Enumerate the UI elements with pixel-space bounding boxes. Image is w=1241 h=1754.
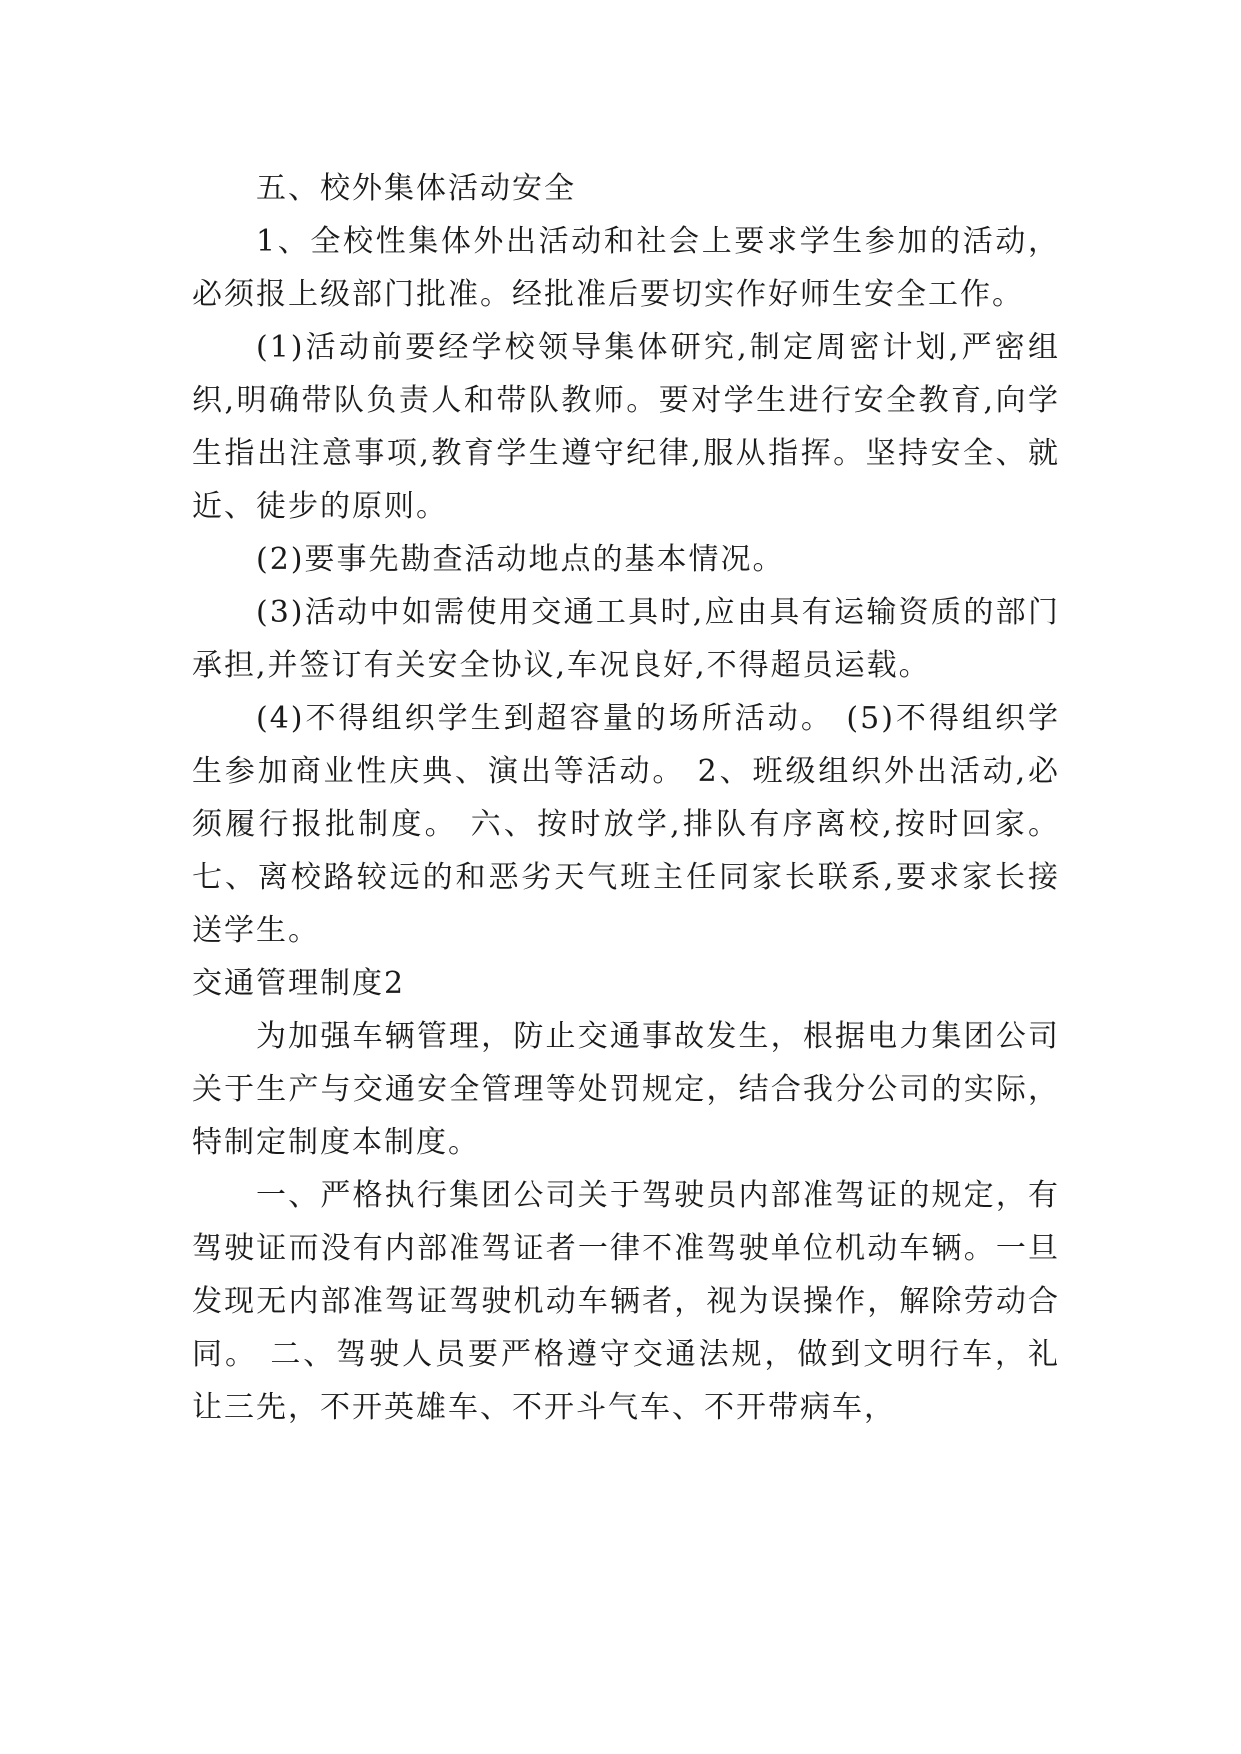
document-body (192, 162, 1060, 1434)
paragraph: (4)不得组织学生到超容量的场所活动。 (5)不得组织学生参加商业性庆典、演出等活动。 2、班级组织外出活动,必须履行报批制度。 六、按时放学,排队有序离校,按时回家。 七、离校路较远的和恶劣天气班主任同家长联系,要求家长接送学生。 (192, 701, 1060, 948)
paragraph: 1、全校性集体外出活动和社会上要求学生参加的活动，必须报上级部门批准。经批准后要切实作好师生安全工作。 (192, 224, 1060, 312)
section-heading: 五、校外集体活动安全 (256, 171, 576, 206)
document-title: 交通管理制度2 (192, 966, 406, 1001)
paragraph: 一、严格执行集团公司关于驾驶员内部准驾证的规定，有驾驶证而没有内部准驾证者一律不准驾驶单位机动车辆。一旦发现无内部准驾证驾驶机动车辆者，视为误操作，解除劳动合同。 二、驾驶人员要严格遵守交通法规，做到文明行车，礼让三先，不开英雄车、不开斗气车、不开带病车， (192, 1178, 1060, 1425)
paragraph: (1)活动前要经学校领导集体研究,制定周密计划,严密组织,明确带队负责人和带队教师。要对学生进行安全教育,向学生指出注意事项,教育学生遵守纪律,服从指挥。坚持安全、就近、徒步的原则。 (192, 330, 1060, 524)
paragraph: (3)活动中如需使用交通工具时,应由具有运输资质的部门承担,并签订有关安全协议,车况良好,不得超员运载。 (192, 595, 1060, 683)
paragraph: (2)要事先勘查活动地点的基本情况。 (256, 542, 785, 577)
paragraph: 为加强车辆管理，防止交通事故发生，根据电力集团公司关于生产与交通安全管理等处罚规定，结合我分公司的实际，特制定制度本制度。 (192, 1019, 1060, 1160)
